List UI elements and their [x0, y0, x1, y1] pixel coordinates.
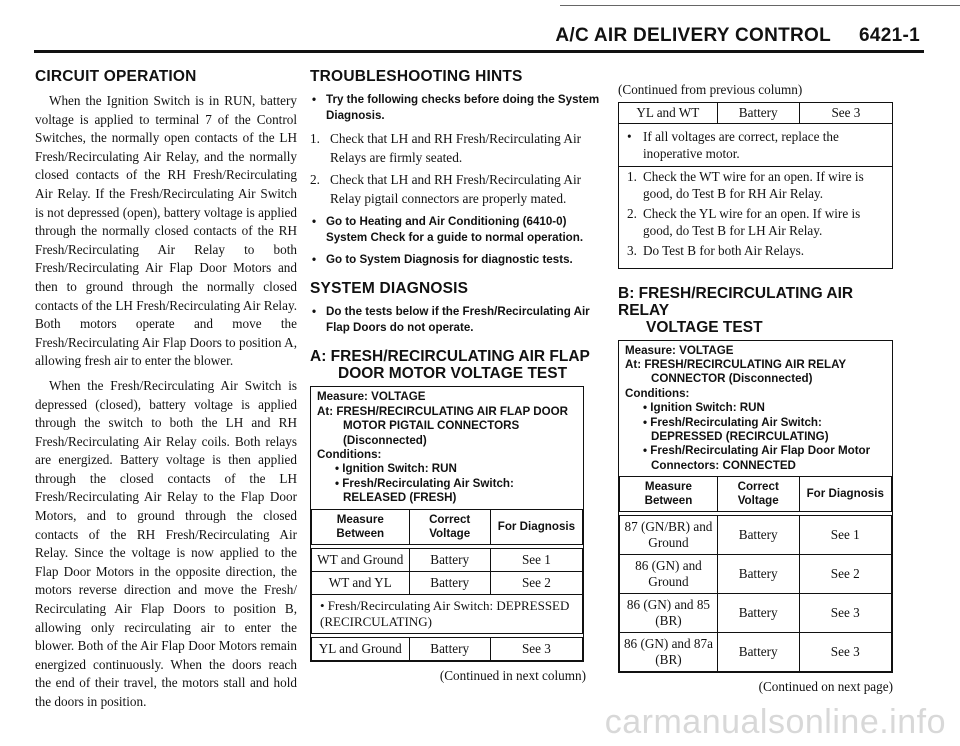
system-diagnosis-bullets [310, 304, 600, 336]
troubleshooting-bullets-2 [310, 214, 600, 268]
table-row: 87 (GN/BR) and Ground Battery See 1 [620, 516, 892, 555]
table-row: WT and Ground Battery See 1 [312, 548, 583, 571]
continued-next-page: (Continued on next page) [758, 679, 893, 695]
test-a-heading: A: FRESH/RECIRCULATING AIR FLAP DOOR MOTOR VOLTAGE TEST [310, 348, 590, 383]
troubleshooting-column [310, 68, 600, 684]
table-row: WT and YL Battery See 2 [312, 571, 583, 594]
col-header-voltage: Correct Voltage [409, 509, 490, 544]
continued-next-column: (Continued in next column) [439, 667, 586, 683]
test-b-box [618, 340, 893, 674]
test-a-continued-table [618, 102, 893, 124]
continued-column [618, 82, 893, 695]
troubleshooting-bullets [310, 92, 600, 124]
circuit-operation-column [35, 68, 297, 712]
page-number: 6421-1 [859, 25, 920, 46]
hint-step-2: 2. Check that LH and RH Fresh/Recirculating Air Relay pigtail connectors are properly mated. [310, 172, 582, 206]
watermark: carmanualsonline.info [604, 703, 946, 741]
test-a-table [311, 509, 583, 661]
circuit-operation-heading: CIRCUIT OPERATION [35, 68, 197, 85]
hint-step-1: 1. Check that LH and RH Fresh/Recirculating Air Relays are firmly seated. [310, 131, 582, 165]
system-diagnosis-bullet: • Do the tests below if the Fresh/Recirculating Air Flap Doors do not operate. [310, 304, 600, 336]
system-diagnosis-heading: SYSTEM DIAGNOSIS [310, 280, 469, 298]
note-step-2: 2. Check the YL wire for an open. If wire is good, do Test B for LH Air Relay. [627, 206, 861, 238]
hint-bullet-3: • Go to System Diagnosis for diagnostic tests. [310, 252, 600, 268]
test-b-heading: B: FRESH/RECIRCULATING AIR RELAY VOLTAGE TEST [618, 284, 854, 336]
col-header-voltage: Correct Voltage [717, 477, 799, 512]
note-step-3: 3. Do Test B for both Air Relays. [627, 243, 805, 258]
hint-steps [310, 130, 600, 208]
test-a-mid-note: • Fresh/Recirculating Air Switch: DEPRESSED (RECIRCULATING) [312, 594, 583, 633]
table-row: YL and Ground Battery See 3 [312, 637, 583, 660]
col-header-diagnosis: For Diagnosis [490, 509, 582, 544]
troubleshooting-heading: TROUBLESHOOTING HINTS [310, 68, 523, 85]
hint-bullet-2: • Go to Heating and Air Conditioning (6410-0) System Check for a guide to normal operation. [310, 214, 600, 246]
page-header [555, 25, 920, 47]
note-step-1: 1. Check the WT wire for an open. If wire is good, do Test B for RH Air Relay. [627, 169, 864, 201]
continued-from-note: (Continued from previous column) [618, 82, 803, 97]
test-a-notes [618, 124, 893, 269]
replace-motor-bullet: • If all voltages are correct, replace the inoperative motor. [627, 129, 839, 161]
test-a-box [310, 386, 584, 661]
circuit-operation-para-1: When the Ignition Switch is in RUN, battery voltage is applied to terminal 7 of the Control Switches, the normally open contacts of the LH Fresh/Recirculating Air Relay, and the normally closed contacts of the RH Fresh/Recirculating Air Relay. If the Fresh/Recirculating Air Switch is not depressed (open), battery voltage is applied through the normally closed contacts of the RH Fresh/Recirculating Air Relay to both Fresh/Recirculating Air Flap Door Motors and then to ground through the normally closed contacts of the LH Fresh/Recirculating Air Relay. Both motors operate and move the Fresh/Recirculating Air Flap Doors to position A, allowing fresh air to enter the blower. [35, 93, 297, 369]
page-title: A/C AIR DELIVERY CONTROL [555, 25, 832, 46]
col-header-diagnosis: For Diagnosis [799, 477, 892, 512]
test-b-table [619, 476, 892, 672]
table-row: 86 (GN) and Ground Battery See 2 [620, 555, 892, 594]
table-row: YL and WT Battery See 3 [619, 103, 893, 124]
table-row: 86 (GN) and 85 (BR) Battery See 3 [620, 594, 892, 633]
col-header-between: Measure Between [312, 509, 410, 544]
col-header-between: Measure Between [620, 477, 718, 512]
header-rule [34, 50, 924, 53]
hint-bullet-1: • Try the following checks before doing the System Diagnosis. [310, 92, 600, 124]
test-a-conditions: Measure: VOLTAGE At: FRESH/RECIRCULATING AIR FLAP DOOR MOTOR PIGTAIL CONNECTORS (Disconnected) Conditions: • Ignition Switch: RUN • Fresh/Recirculating Air Switch: RELEASED (FRESH) [317, 390, 568, 505]
top-thin-rule [560, 5, 960, 6]
test-b-conditions: Measure: VOLTAGE At: FRESH/RECIRCULATING AIR RELAY CONNECTOR (Disconnected) Conditions: • Ignition Switch: RUN • Fresh/Recirculating Air Switch: DEPRESSED (RECIRCULATING) • Fresh/Recirculating Air Flap Door Motor Connectors: CONNECTED [625, 343, 871, 472]
circuit-operation-para-2: When the Fresh/Recirculating Air Switch is depressed (closed), battery voltage is applied through the switch to both the LH and RH Fresh/Recirculating Air Relay coils. Both relays are energized. Battery voltage is then applied through the closed contacts of the LH Fresh/Recirculating Air Relay to the Flap Door Motors, and to ground through the closed contacts of the RH Fresh/Recirculating Air Relay. Since the voltage is now applied to the Flap Door Motors in the opposite direction, the motors reverse direction and move the Fresh/ Recirculating Air Flap Doors to position B, allowing only recirculating air to enter the blower. Both of the Air Flap Door Motors remain energized continuously. When the doors reach the end of their travel, the motors stall and hold the doors in position. [35, 377, 297, 709]
table-row: 86 (GN) and 87a (BR) Battery See 3 [620, 633, 892, 672]
